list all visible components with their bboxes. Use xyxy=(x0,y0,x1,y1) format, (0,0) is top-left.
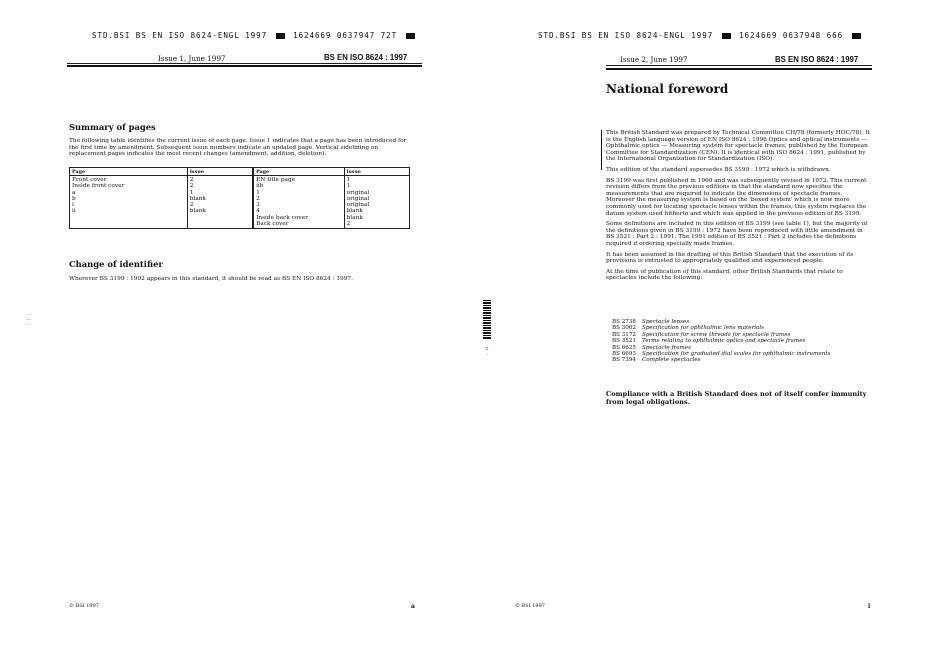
scan-margin-mark: ⋮ ⁝ ⋮ xyxy=(25,312,31,327)
list-item xyxy=(612,357,872,363)
footer-copyright: © BSI 1997 xyxy=(69,603,99,609)
table-cell: 3 xyxy=(256,202,260,209)
change-text: Wherever BS 3199 : 1992 appears in this standard, it should be read as BS EN ISO 8624 : 1997. xyxy=(69,276,353,282)
stamp-code: 1624669 0637948 666 xyxy=(739,31,844,40)
standard-id: BS 7394 xyxy=(612,357,636,364)
right-page xyxy=(475,0,950,672)
table-cell: Back cover xyxy=(256,221,289,228)
footer-copyright: © BSI 1997 xyxy=(515,603,545,609)
standard-id: BS 3172 xyxy=(612,331,636,338)
standard-title: Specification for ophthalmic lens materials xyxy=(642,325,765,332)
table-cell: 1 xyxy=(189,189,194,196)
page-number: a xyxy=(411,603,415,610)
barcode-mark xyxy=(483,300,491,340)
table-cell: original xyxy=(346,189,370,196)
standard-title: Specification for graduated dial scales for ophthalmic instruments xyxy=(642,351,831,358)
table-cell: blank xyxy=(346,208,363,215)
foreword-paragraph: This British Standard was prepared by Technical Committee CH/78 (formerly HOC/78). It is the English language version of EN ISO 8624 : 1996 Optics and optical instruments — Ophthalmic optics — Measuring system for spectacle frames, published by the European Committee for Standardization (CEN). It is identical with ISO 8624 : 1991, published by the International Organization for Standardization (ISO). xyxy=(606,130,870,163)
stamp-block xyxy=(276,33,285,39)
stamp-block xyxy=(406,33,415,39)
stamp-block xyxy=(852,33,861,39)
table-cell: 2 xyxy=(256,195,260,202)
table-cell: iib xyxy=(256,183,264,190)
table-col-page xyxy=(253,176,344,229)
table-cell: 1 xyxy=(346,183,351,190)
table-cell: 4 xyxy=(256,208,260,215)
stamp-block xyxy=(722,33,731,39)
table-cell: Front cover xyxy=(72,177,107,183)
foreword-paragraph: Some definitions are included in this edition of BS 3199 (see table 1), but the majority of the definitions given in BS 3199 : 1972 have been reproduced with little amendment in BS 3521 : Part 2 : 1991. The 1991 edition of BS 3521 : Part 2 includes the definitions required if ordering specially made frames. xyxy=(606,221,868,247)
table-cell: 1 xyxy=(256,189,260,196)
scan-margin-mark: ‡ · xyxy=(484,346,490,356)
table-cell: Inside front cover xyxy=(72,183,125,190)
table-cell: a xyxy=(72,189,76,196)
table-cell: 2 xyxy=(189,177,194,183)
issue-label: Issue 1, June 1997 xyxy=(158,54,226,63)
standard-id: BS 2738 xyxy=(612,319,636,325)
foreword-paragraph: BS 3199 was first published in 1960 and was subsequently revised in 1972. This current revision differs from the previous editions in that the standard now specifies the measurements that are required to indicate the dimensions of spectacle frames. Moreover the measuring system is based on the 'boxed system' which is now more commonly used for locating spectacle lenses within the frames; this system replaces the datum system used hitherto and which was applied in the previous edition of BS 3199. xyxy=(606,177,867,217)
standard-number: BS EN ISO 8624 : 1997 xyxy=(775,55,859,64)
table-cell: EN title page xyxy=(256,177,296,183)
table-cell: b xyxy=(72,195,76,202)
table-col-issue xyxy=(187,176,253,229)
standard-title: Specification for screw threads for spectacle frames xyxy=(642,331,791,338)
standard-title: Spectacle lenses xyxy=(642,319,690,325)
table-cell: original xyxy=(346,195,370,202)
page-title: National foreword xyxy=(606,82,729,96)
standard-number: BS EN ISO 8624 : 1997 xyxy=(324,53,408,62)
table-cell: 2 xyxy=(346,221,351,228)
standard-id: BS 6693 xyxy=(612,351,636,358)
header-rule xyxy=(606,65,872,66)
standard-id: BS 3521 xyxy=(612,338,636,345)
standard-title: Complete spectacles xyxy=(642,357,701,364)
foreword-paragraph: This edition of the standard supersedes BS 3199 : 1972 which is withdrawn. xyxy=(606,166,831,173)
change-sideline xyxy=(601,130,602,170)
table-cell: blank xyxy=(346,214,363,221)
stamp-text: STD.BSI BS EN ISO 8624-ENGL 1997 xyxy=(538,31,714,40)
document-stamp xyxy=(538,31,864,40)
standard-title: Terms relating to ophthalmic optics and spectacle frames xyxy=(642,338,806,345)
header-rule-thick xyxy=(67,65,422,67)
table-header: Issue xyxy=(344,168,409,176)
document-stamp xyxy=(92,31,418,40)
foreword-body xyxy=(606,130,872,286)
table-cell: blank xyxy=(189,195,206,202)
foreword-paragraph: At the time of publication of this standard, other British Standards that relate to spectacles include the following: xyxy=(606,268,843,282)
compliance-statement: Compliance with a British Standard does not of itself confer immunity from legal obligations. xyxy=(606,390,867,406)
standard-id: BS 6625 xyxy=(612,344,636,351)
table-header: Issue xyxy=(187,168,253,176)
summary-text xyxy=(69,138,415,162)
foreword-paragraph: It has been assumed in the drafting of this British Standard that the execution of its provisions is entrusted to appropriately qualified and experienced people. xyxy=(606,251,854,265)
table-cell: i xyxy=(72,202,74,209)
standard-id: BS 3062 xyxy=(612,325,636,332)
stamp-code: 1624669 0637947 72T xyxy=(293,31,398,40)
table-cell: ii xyxy=(72,208,76,215)
issue-label: Issue 2, June 1997 xyxy=(620,55,688,64)
stamp-text: STD.BSI BS EN ISO 8624-ENGL 1997 xyxy=(92,31,268,40)
summary-heading: Summary of pages xyxy=(69,122,156,132)
table-cell: blank xyxy=(189,208,206,215)
table-header: Page xyxy=(253,168,344,176)
summary-paragraph: The following table identifies the current issue of each page. Issue 1 indicates that a page has been introduced for the first time by amendment. Subsequent issue numbers indicate an updated page. Vertical sidelining on replacement pages indicates the most recent changes (amendment, addition, deletion). xyxy=(69,138,407,158)
change-heading: Change of identifier xyxy=(69,259,163,269)
header-rule-thick xyxy=(606,68,872,70)
standards-list xyxy=(612,319,872,364)
table-col-issue xyxy=(344,176,409,229)
table-cell: Inside back cover xyxy=(256,214,308,221)
table-cell: original xyxy=(346,202,370,209)
table-cell: 2 xyxy=(189,183,194,190)
table-col-page xyxy=(70,176,188,229)
page-number: i xyxy=(868,603,871,610)
standard-title: Spectacle frames xyxy=(642,344,692,351)
pages-table xyxy=(69,167,410,229)
table-cell: 1 xyxy=(346,177,351,183)
table-header: Page xyxy=(70,168,188,176)
table-cell: 2 xyxy=(189,202,194,209)
header-rule xyxy=(67,63,422,64)
